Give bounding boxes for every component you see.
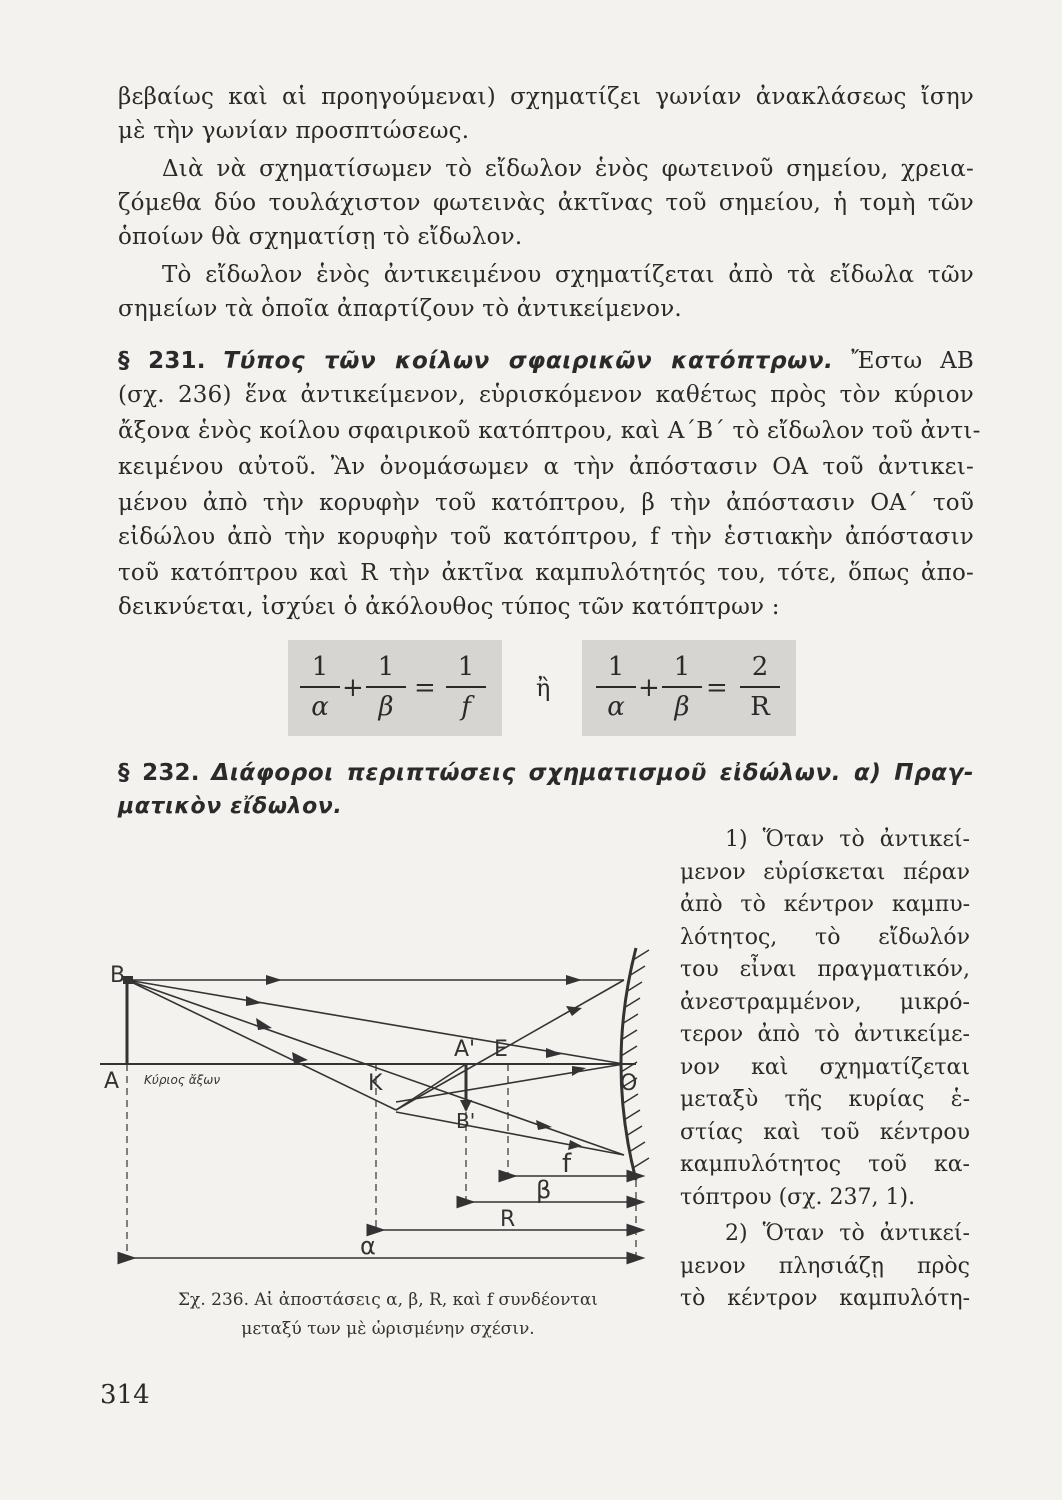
section-232-number: § 232. xyxy=(118,760,200,786)
fraction-one-over-beta xyxy=(366,650,406,724)
concave-mirror-diagram xyxy=(96,940,676,1280)
section-232-heading xyxy=(118,756,974,790)
numerator: 1 xyxy=(311,652,329,682)
ray-through-center xyxy=(127,980,396,1110)
fraction-two-over-R xyxy=(740,650,780,724)
fraction-one-over-alpha xyxy=(596,650,636,724)
figure-caption-line: μεταξύ των μὲ ὡρισμένην σχέσιν. xyxy=(241,1319,535,1339)
column-line: 2) Ὅταν τὸ ἀντικεί- xyxy=(725,1221,970,1246)
text-line: κειμένου αὐτοῦ. Ἂν ὀνομάσωμεν α τὴν ἀπόστασιν ΟΑ τοῦ ἀντικει- xyxy=(118,454,974,480)
text-line: βεβαίως καὶ αἱ προηγούμεναι) σχηματίζει γωνίαν ἀνακλάσεως ἴσην xyxy=(118,84,974,110)
column-line: 1) Ὅταν τὸ ἀντικεί- xyxy=(725,827,970,852)
ray-image-short xyxy=(396,1064,466,1110)
section-231-heading xyxy=(118,344,974,378)
fraction-one-over-alpha xyxy=(300,650,340,724)
column-line: στίας καὶ τοῦ κέντρου xyxy=(680,1120,970,1145)
fraction-one-over-beta xyxy=(662,650,702,724)
column-line: τερον ἀπὸ τὸ ἀντικείμε- xyxy=(680,1022,970,1047)
text-line: σημείων τὰ ὁποῖα ἀπαρτίζουν τὸ ἀντικείμενον. xyxy=(118,296,682,322)
column-line: του εἶναι πραγματικόν, xyxy=(680,957,970,982)
label-a: A xyxy=(104,1069,120,1094)
label-beta-distance: β xyxy=(536,1176,552,1204)
label-principal-axis: Κύριος ἄξων xyxy=(144,1073,221,1087)
denominator: α xyxy=(607,692,625,722)
text-line: ζόμεθα δύο τουλάχιστον φωτεινὰς ἀκτῖνας τοῦ σημείου, ἡ τομὴ τῶν xyxy=(118,190,974,216)
numerator: 2 xyxy=(751,652,769,682)
text-line: Τὸ εἴδωλον ἑνὸς ἀντικειμένου σχηματίζεται ἀπὸ τὰ εἴδωλα τῶν xyxy=(162,262,974,288)
denominator: β xyxy=(674,692,690,722)
label-r-distance: R xyxy=(500,1207,516,1232)
fraction-bar xyxy=(446,686,486,688)
fraction-one-over-f xyxy=(446,650,486,724)
column-line: λότητος, τὸ εἴδωλόν xyxy=(680,925,970,950)
section-232-title: Διάφοροι περιπτώσεις σχηματισμοῦ εἰδώλων. α) Πραγ- xyxy=(211,760,974,786)
fraction-bar xyxy=(366,686,406,688)
label-f-distance: f xyxy=(562,1149,572,1179)
fraction-bar xyxy=(596,686,636,688)
column-line: μενον πλησιάζῃ πρὸς xyxy=(680,1254,970,1279)
text-line: δεικνύεται, ἰσχύει ὁ ἀκόλουθος τύπος τῶν κατόπτρων : xyxy=(118,594,780,620)
numerator: 1 xyxy=(607,652,625,682)
label-a-prime: A' xyxy=(454,1037,476,1062)
column-line: τόπτρου (σχ. 237, 1). xyxy=(680,1185,916,1210)
formula-or: ἢ xyxy=(536,674,551,702)
equals-sign: = xyxy=(414,673,436,703)
text-line: εἰδώλου ἀπὸ τὴν κορυφὴν τοῦ κατόπτρου, f τὴν ἑστιακὴν ἀπόστασιν xyxy=(118,524,974,550)
section-231-title: Τύπος τῶν κοίλων σφαιρικῶν κατόπτρων. xyxy=(223,348,834,374)
column-line: ἀπὸ τὸ κέντρον καμπυ- xyxy=(680,892,970,917)
plus-sign: + xyxy=(638,673,660,703)
section-231-first-line-rest: Ἔστω ΑΒ xyxy=(851,348,974,374)
text-line: ὁποίων θὰ σχηματίσῃ τὸ εἴδωλον. xyxy=(118,224,523,250)
text-line: Διὰ νὰ σχηματίσωμεν τὸ εἴδωλον ἑνὸς φωτεινοῦ σημείου, χρεια- xyxy=(162,156,974,182)
fraction-bar xyxy=(662,686,702,688)
column-line: καμπυλότητος τοῦ κα- xyxy=(680,1152,970,1177)
page-number: 314 xyxy=(100,1380,150,1410)
numerator: 1 xyxy=(673,652,691,682)
numerator: 1 xyxy=(457,652,475,682)
label-e: E xyxy=(494,1037,508,1062)
column-line: ἀνεστραμμένον, μικρό- xyxy=(680,990,970,1015)
text-line: τοῦ κατόπτρου καὶ R τὴν ἀκτῖνα καμπυλότητός του, τότε, ὅπως ἀπο- xyxy=(118,560,974,586)
ray-reflected-parallel xyxy=(396,1112,624,1155)
formula-box-left xyxy=(288,640,502,736)
label-alpha-distance: α xyxy=(360,1232,376,1260)
column-line: μεταξὺ τῆς κυρίας ἑ- xyxy=(680,1087,970,1112)
fraction-bar xyxy=(300,686,340,688)
denominator: α xyxy=(311,692,329,722)
distance-lines xyxy=(127,1176,636,1258)
denominator: f xyxy=(461,692,471,722)
denominator: R xyxy=(750,692,770,722)
denominator: β xyxy=(378,692,394,722)
section-232-title-cont: ματικὸν εἴδωλον. xyxy=(118,794,343,819)
text-line: μένου ἀπὸ τὴν κορυφὴν τοῦ κατόπτρου, β τὴν ἀπόστασιν ΟΑ΄ τοῦ xyxy=(118,490,974,516)
equals-sign: = xyxy=(706,673,728,703)
plus-sign: + xyxy=(342,673,364,703)
label-b: B xyxy=(110,963,126,988)
fraction-bar xyxy=(740,686,780,688)
text-line: (σχ. 236) ἕνα ἀντικείμενον, εὑρισκόμενον καθέτως πρὸς τὸν κύριον xyxy=(118,382,974,408)
text-line: μὲ τὴν γωνίαν προσπτώσεως. xyxy=(118,118,470,144)
column-line: τὸ κέντρον καμπυλότη- xyxy=(680,1286,970,1311)
ray-reflected-from-vertex xyxy=(396,1064,624,1102)
formula-box-right xyxy=(582,640,796,736)
label-k: K xyxy=(368,1071,383,1096)
label-o: O xyxy=(620,1071,638,1096)
label-b-prime: B' xyxy=(456,1109,476,1133)
figure-caption-line: Σχ. 236. Αἱ ἀποστάσεις α, β, R, καὶ f συνδέονται xyxy=(178,1290,598,1310)
section-231-number: § 231. xyxy=(118,348,206,374)
numerator: 1 xyxy=(377,652,395,682)
text-line: ἄξονα ἑνὸς κοίλου σφαιρικοῦ κατόπτρου, καὶ Α΄Β΄ τὸ εἴδωλον τοῦ ἀντι- xyxy=(118,418,981,444)
column-line: νον καὶ σχηματίζεται xyxy=(680,1055,970,1080)
column-line: μενον εὑρίσκεται πέραν xyxy=(680,860,970,885)
